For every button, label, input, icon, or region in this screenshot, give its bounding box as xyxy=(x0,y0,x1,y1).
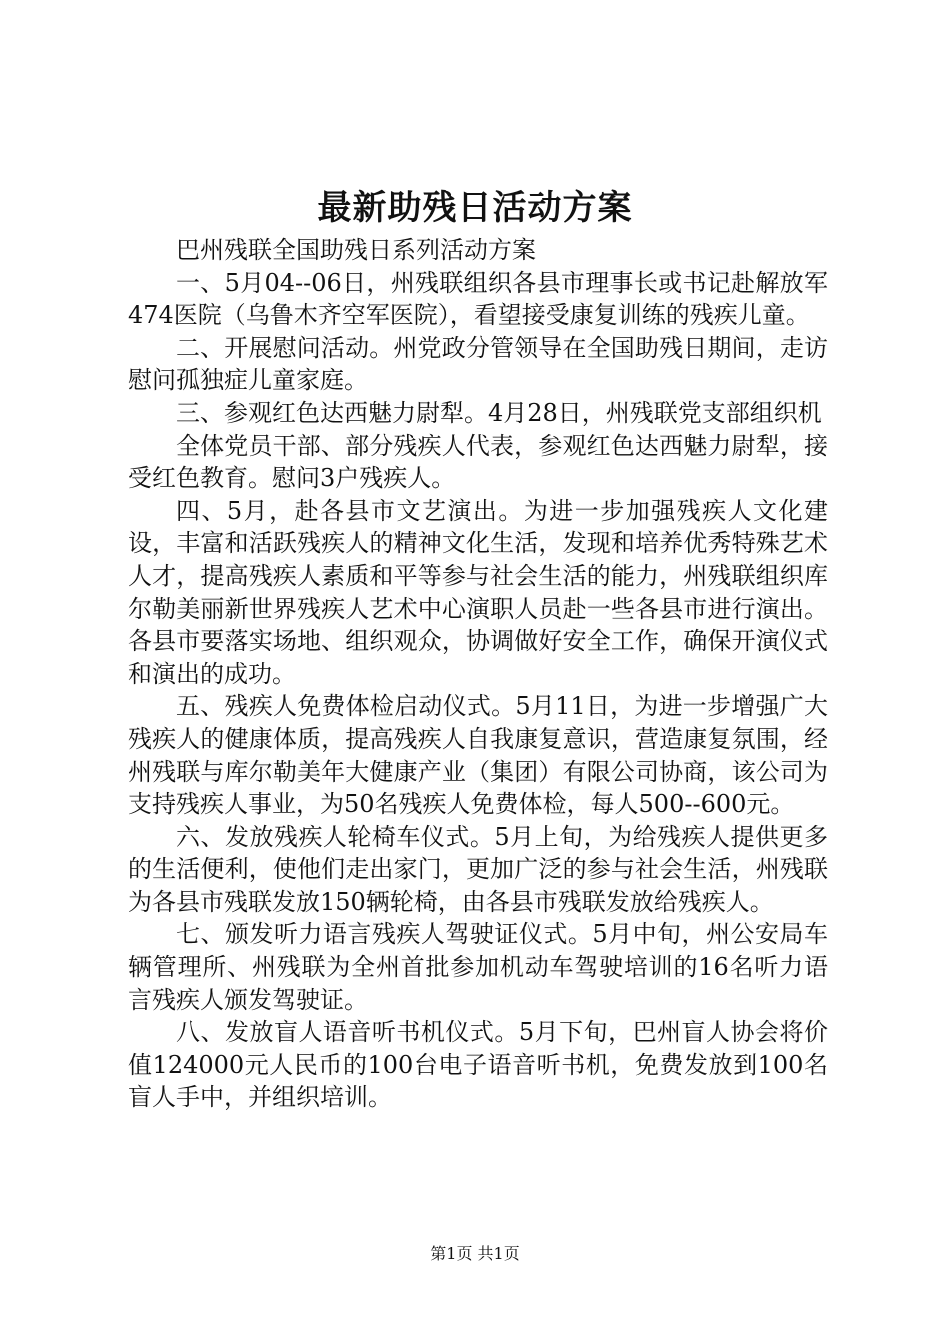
document-body xyxy=(128,234,828,1114)
paragraph-item-3: 三、参观红色达西魅力尉犁。4月28日，州残联党支部组织机 xyxy=(176,398,822,427)
page-footer: 第1页 共1页 xyxy=(430,1244,520,1263)
paragraph-item-2: 二、开展慰问活动。州党政分管领导在全国助残日期间，走访慰问孤独症儿童家庭。 xyxy=(128,333,828,395)
paragraph-item-8: 八、发放盲人语音听书机仪式。5月下旬，巴州盲人协会将价值124000元人民币的100台电子语音听书机，免费发放到100名盲人手中，并组织培训。 xyxy=(128,1018,828,1112)
paragraph-item-4: 四、5月，赴各县市文艺演出。为进一步加强残疾人文化建设，丰富和活跃残疾人的精神文化生活，发现和培养优秀特殊艺术人才，提高残疾人素质和平等参与社会生活的能力，州残联组织库尔勒美丽新世界残疾人艺术中心演职人员赴一些各县市进行演出。各县市要落实场地、组织观众，协调做好安全工作，确保开演仪式和演出的成功。 xyxy=(128,496,828,688)
paragraph-item-7: 七、颁发听力语言残疾人驾驶证仪式。5月中旬，州公安局车辆管理所、州残联为全州首批参加机动车驾驶培训的16名听力语言残疾人颁发驾驶证。 xyxy=(128,920,828,1014)
document-title: 最新助残日活动方案 xyxy=(317,188,633,228)
paragraph-item-6: 六、发放残疾人轮椅车仪式。5月上旬，为给残疾人提供更多的生活便利，使他们走出家门，更加广泛的参与社会生活，州残联为各县市残联发放150辆轮椅，由各县市残联发放给残疾人。 xyxy=(128,822,828,916)
paragraph-item-3-continued: 全体党员干部、部分残疾人代表，参观红色达西魅力尉犁，接受红色教育。慰问3户残疾人。 xyxy=(128,431,828,493)
paragraph-subtitle: 巴州残联全国助残日系列活动方案 xyxy=(176,236,536,264)
paragraph-item-5: 五、残疾人免费体检启动仪式。5月11日，为进一步增强广大残疾人的健康体质，提高残疾人自我康复意识，营造康复氛围，经州残联与库尔勒美年大健康产业（集团）有限公司协商，该公司为支持残疾人事业，为50名残疾人免费体检，每人500--600元。 xyxy=(128,692,828,819)
paragraph-item-1: 一、5月04--06日，州残联组织各县市理事长或书记赴解放军474医院（乌鲁木齐空军医院），看望接受康复训练的残疾儿童。 xyxy=(128,268,828,330)
